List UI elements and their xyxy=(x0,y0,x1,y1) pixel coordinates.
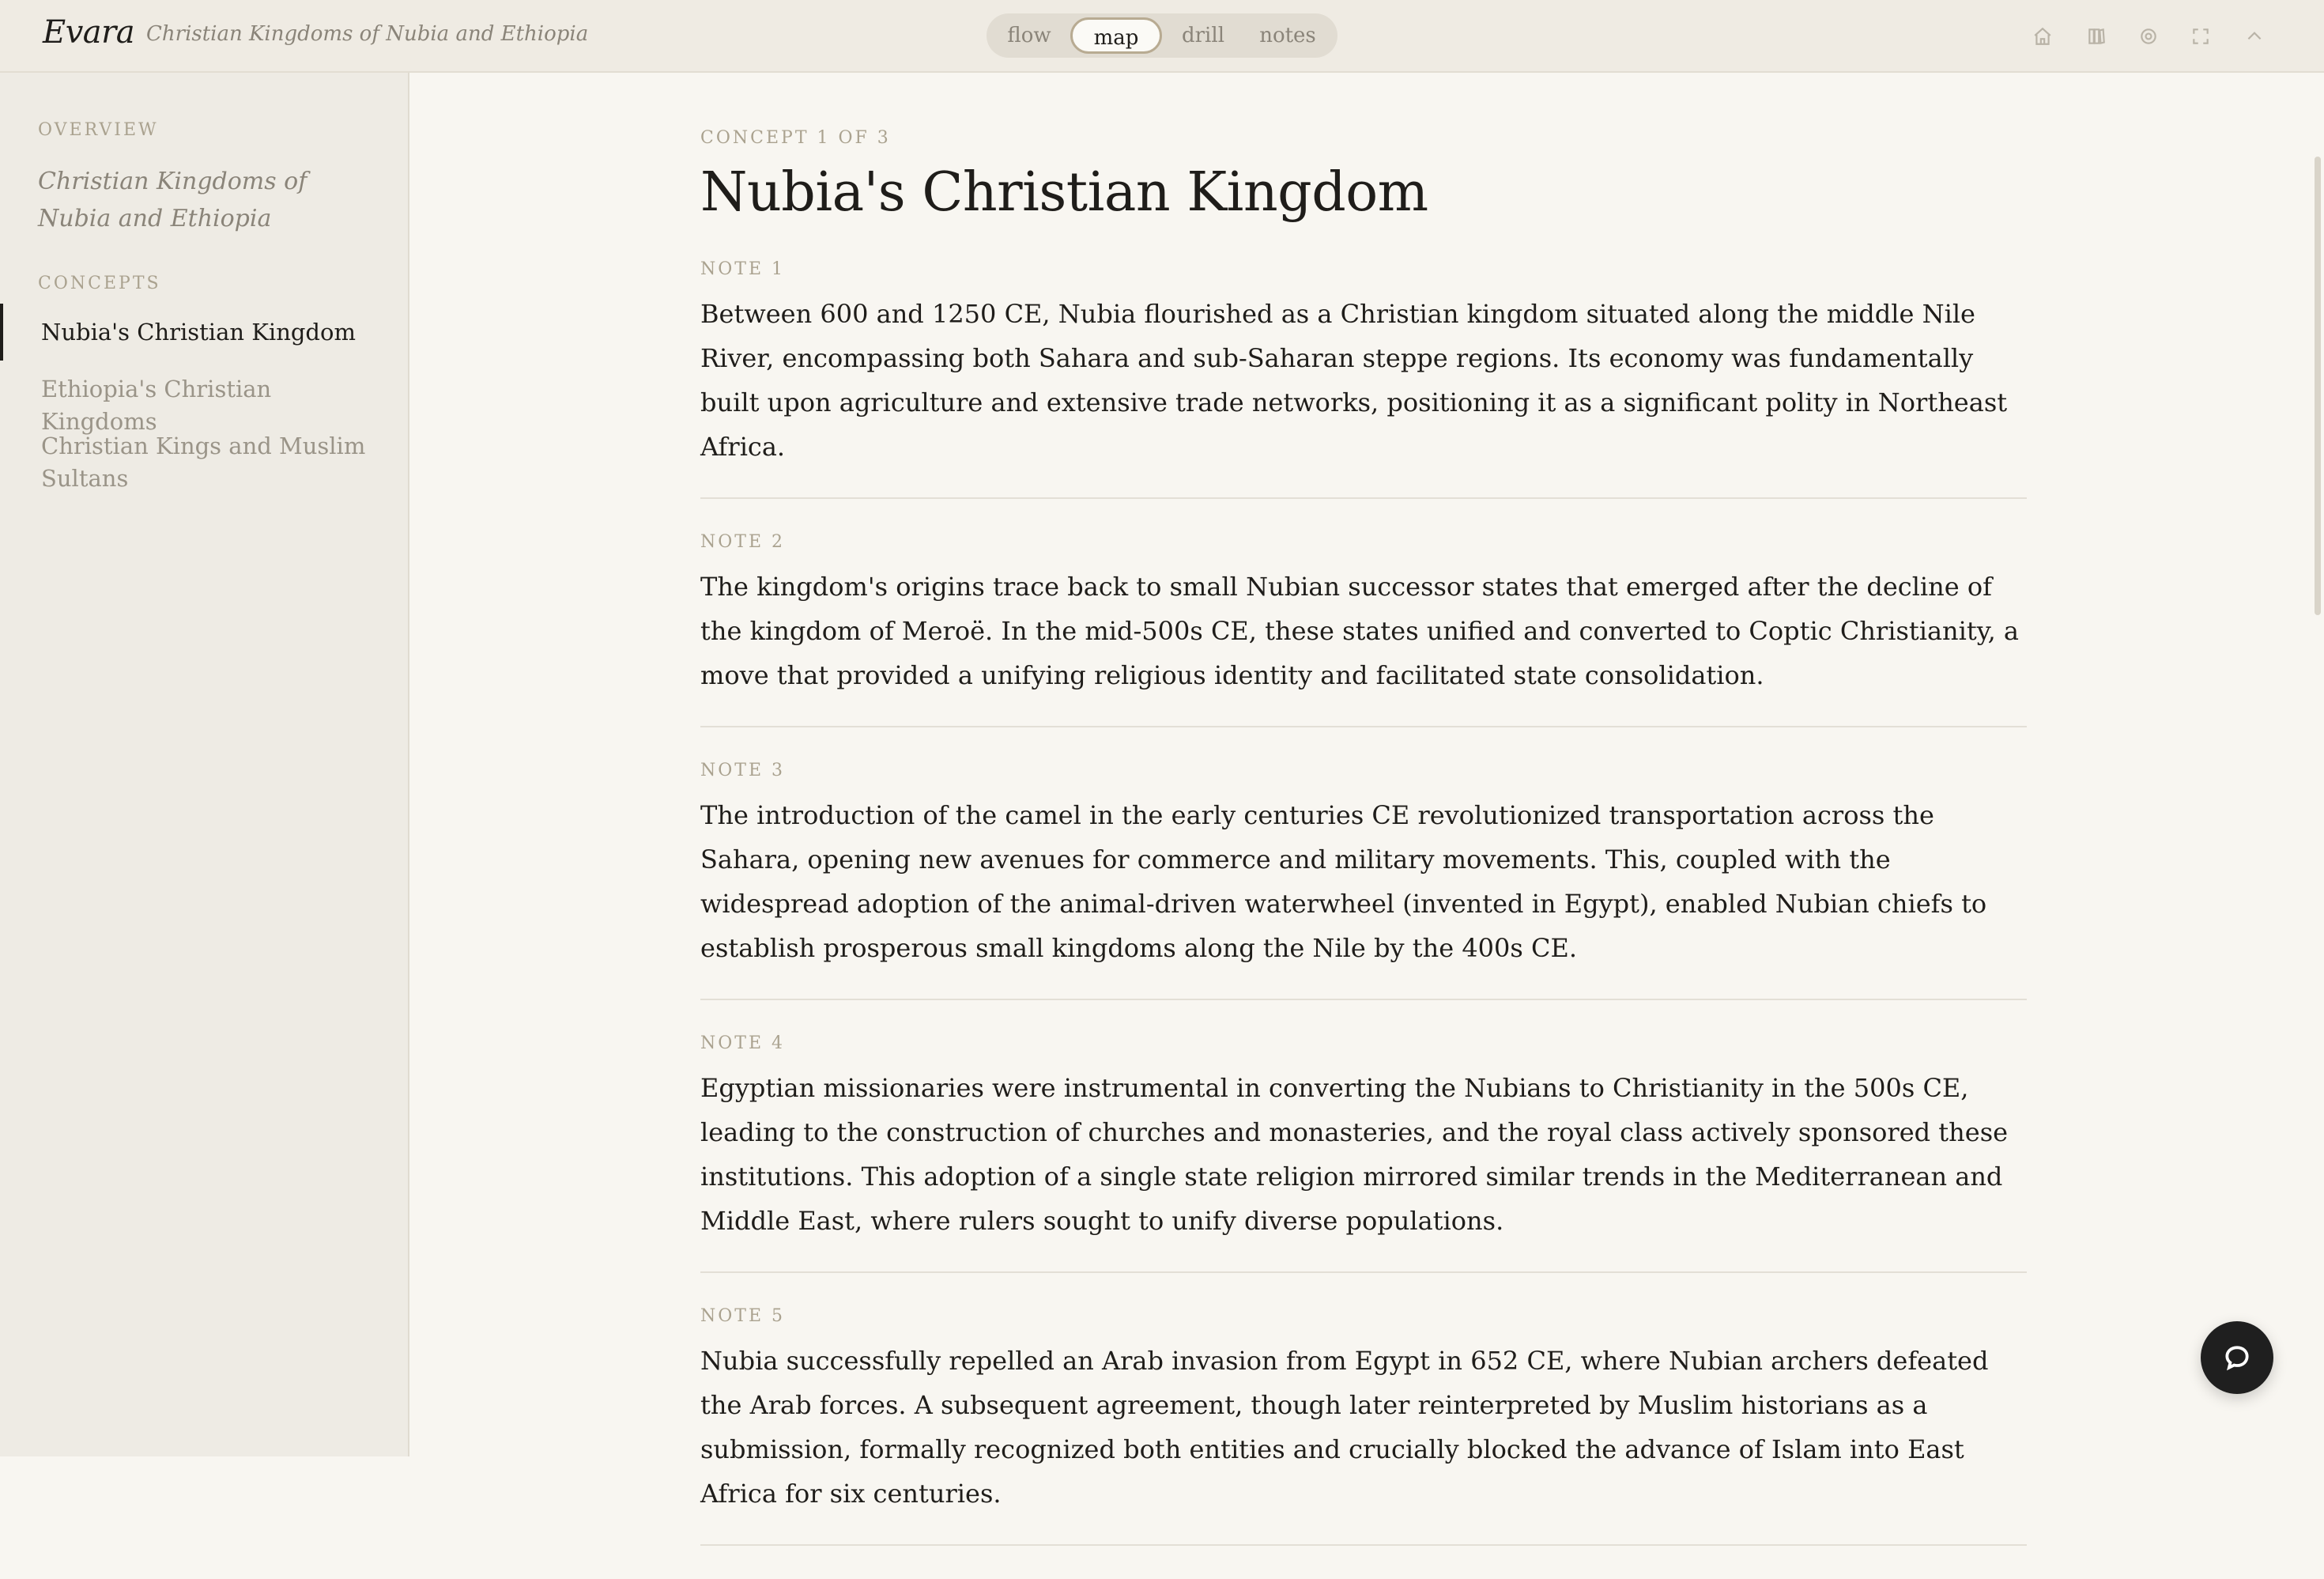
note-card xyxy=(700,259,2027,499)
sidebar xyxy=(0,73,409,1456)
sidebar-item-christian-kings[interactable]: Christian Kings and Muslim Sultans xyxy=(41,433,366,492)
overview-heading: OVERVIEW xyxy=(38,120,159,140)
note-card xyxy=(700,1306,2027,1546)
note-card xyxy=(700,1033,2027,1273)
note-text: Egyptian missionaries were instrumental in converting the Nubians to Christianity in the 500s CE, leading to the construction of churches and monasteries, and the royal class actively sponsored these institutions. This adoption of a single state religion mirrored similar trends in the Mediterranean and Middle East, where rulers sought to unify diverse populations. xyxy=(700,1073,2009,1236)
document-title: Christian Kingdoms of Nubia and Ethiopia xyxy=(146,22,589,46)
sidebar-item-ethiopia[interactable]: Ethiopia's Christian Kingdoms xyxy=(41,376,272,435)
main-content xyxy=(411,73,2324,1509)
note-label: NOTE 2 xyxy=(700,532,786,552)
note-card xyxy=(700,532,2027,727)
chat-button[interactable] xyxy=(2201,1321,2273,1394)
top-bar xyxy=(0,0,2324,73)
tab-drill[interactable]: drill xyxy=(1181,24,1225,47)
collapse-chevron-icon[interactable] xyxy=(2239,21,2270,52)
tab-flow[interactable]: flow xyxy=(1007,24,1051,47)
settings-icon[interactable] xyxy=(2133,21,2164,52)
concepts-heading: CONCEPTS xyxy=(38,274,161,293)
note-text: The introduction of the camel in the early centuries CE revolutionized transportation across the Sahara, opening new avenues for commerce and military movements. This, coupled with the widespread adoption of the animal-driven waterwheel (invented in Egypt), enabled Nubian chiefs to establish prosperous small kingdoms along the Nile by the 400s CE. xyxy=(700,800,1987,963)
note-label: NOTE 5 xyxy=(700,1306,786,1326)
sidebar-item-nubia[interactable]: Nubia's Christian Kingdom xyxy=(0,304,409,361)
home-icon[interactable] xyxy=(2027,21,2058,52)
tab-map[interactable]: map xyxy=(1070,17,1162,54)
notes-list xyxy=(700,259,2027,1579)
note-card xyxy=(700,761,2027,1000)
fullscreen-icon[interactable] xyxy=(2185,21,2216,52)
note-label: NOTE 4 xyxy=(700,1033,786,1053)
chat-bubble-icon xyxy=(2222,1343,2252,1373)
scrollbar-thumb[interactable] xyxy=(2315,157,2321,615)
note-label: NOTE 1 xyxy=(700,259,786,279)
mode-switch xyxy=(987,13,1337,58)
brand-logo[interactable]: Evara xyxy=(43,14,135,51)
overview-link[interactable]: Christian Kingdoms of Nubia and Ethiopia xyxy=(38,168,307,232)
concept-title: Nubia's Christian Kingdom xyxy=(700,161,1428,224)
note-text: Between 600 and 1250 CE, Nubia flourished as a Christian kingdom situated along the middle Nile River, encompassing both Sahara and sub-Saharan steppe regions. Its economy was fundamentally built upon agriculture and extensive trade networks, positioning it as a significant polity in Northeast Africa. xyxy=(700,299,2008,462)
tab-notes[interactable]: notes xyxy=(1259,24,1316,47)
scrollbar[interactable] xyxy=(2310,73,2324,1456)
note-text: The kingdom's origins trace back to small Nubian successor states that emerged after the decline of the kingdom of Meroë. In the mid-500s CE, these states unified and converted to Coptic Christianity, a move that provided a unifying religious identity and facilitated state consolidation. xyxy=(700,572,2019,690)
library-icon[interactable] xyxy=(2081,21,2112,52)
note-text: Nubia successfully repelled an Arab invasion from Egypt in 652 CE, where Nubian archers defeated the Arab forces. A subsequent agreement, though later reinterpreted by Muslim historians as a submission, formally recognized both entities and crucially blocked the advance of Islam into East Africa for six centuries. xyxy=(700,1346,1989,1509)
concept-counter: CONCEPT 1 OF 3 xyxy=(700,128,891,148)
note-label: NOTE 3 xyxy=(700,761,786,780)
